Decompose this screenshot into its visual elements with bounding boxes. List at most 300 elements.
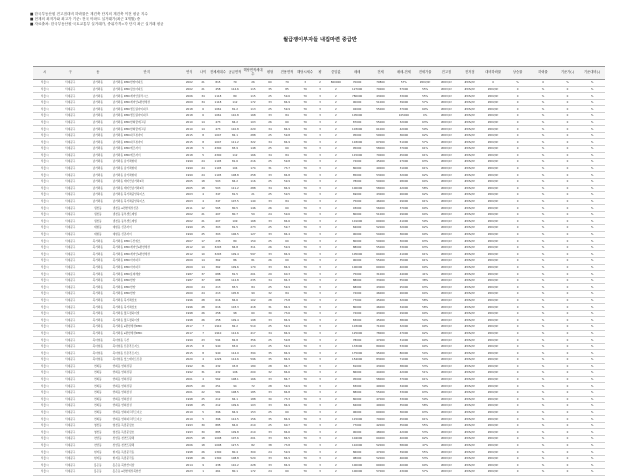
table-cell: 81.6 [226,159,243,166]
table-cell: 0 [505,231,531,238]
table-cell: % [579,152,605,159]
table-cell: #DIV/0! [458,323,481,330]
table-cell: 57% [416,99,435,106]
table-cell: 17 [197,238,210,245]
table-cell: 2 [326,106,345,113]
table-cell: 79 [297,99,314,106]
table-row [33,396,605,403]
table-cell: 서대문구 [56,455,84,462]
table-cell: 110.8 [226,126,243,133]
table-cell: 33 [263,429,278,436]
table-cell: 4 [197,356,210,363]
table-cell: 서울시 [33,198,56,205]
table-cell: 남가좌동 [84,119,112,126]
table-cell: 남가좌동 남가좌현대 [112,159,182,166]
table-cell: #DIV/0! [458,343,481,350]
table-cell: 1 [197,469,210,476]
table-cell: 25 [263,93,278,100]
table-cell: 서대문구 [56,422,84,429]
table-cell: 0 [505,284,531,291]
table-cell: 37000 [392,376,415,383]
table-cell: 0 [505,205,531,212]
table-cell: % [579,139,605,146]
table-cell: 79 [297,422,314,429]
table-cell: 연희동 연희파크푸르지오 [112,409,182,416]
table-cell: 180 [243,363,262,370]
table-cell: 서대문구 [56,185,84,192]
table-cell: 616 [209,304,226,311]
table-cell: 79 [297,291,314,298]
table-cell: 0 [505,211,531,218]
table-cell: 3 [314,317,327,324]
table-cell: 0 [556,363,579,370]
table-cell: 서대문구 [56,99,84,106]
table-cell: #DIV/0! [435,343,458,350]
table-row [33,238,605,245]
table-cell: #DIV/0! [458,277,481,284]
table-cell: 216 [243,159,262,166]
table-header-row [33,67,605,80]
table-cell: 84000 [345,225,368,232]
table-cell: 72000 [345,159,368,166]
table-cell: 82 [243,442,262,449]
table-cell: 63% [416,284,435,291]
table-cell: % [579,310,605,317]
table-cell: #DIV/0! [458,211,481,218]
table-cell: 18 [197,442,210,449]
table-cell: 258 [243,172,262,179]
column-header: 해당시세수 [297,67,314,80]
table-cell: 연희동 연희삼성 [112,403,182,410]
table-cell: % [579,264,605,271]
table-cell: 110.2 [226,462,243,469]
table-cell: 천연동 [84,442,112,449]
table-cell: 0 [556,350,579,357]
table-cell: 0 [556,436,579,443]
table-cell: 2 [326,343,345,350]
table-cell: 영천동 [84,422,112,429]
table-cell: #DIV/0! [481,323,504,330]
table-cell: 84.9 [277,356,296,363]
table-cell: 885 [209,422,226,429]
table-cell: 79 [297,198,314,205]
table-cell: 북가좌동 [84,291,112,298]
table-cell: 115000 [345,152,368,159]
table-cell: 0 [505,126,531,133]
table-cell: 북가좌동 [84,297,112,304]
table-cell: % [530,442,556,449]
table-cell: #DIV/0! [458,145,481,152]
table-cell: 0 [505,403,531,410]
table-cell: 0% [416,112,435,119]
table-cell: 1998 [182,317,197,324]
table-cell: 서대문구 [56,93,84,100]
table-cell: 79 [297,389,314,396]
table-cell: 84.7 [277,376,296,383]
table-cell: 84.8 [277,389,296,396]
table-cell: 83.5 [226,284,243,291]
table-cell: #DIV/0! [435,277,458,284]
table-cell: 80000 [345,165,368,172]
table-cell: 2 [326,469,345,476]
table-cell: 5 [197,152,210,159]
table-cell: % [579,469,605,476]
table-cell: 84.2 [226,178,243,185]
table-cell: 79800 [369,80,392,87]
table-cell: 56000 [369,205,392,212]
table-cell: 21 [197,218,210,225]
table-cell: 43000 [392,469,415,476]
table-cell: 2005 [182,436,197,443]
table-cell: 서울시 [33,323,56,330]
table-cell: 남가좌동 DMC한화꿈에그린 [112,119,182,126]
table-cell: 남가좌동 [84,80,112,87]
table-cell: 0 [556,86,579,93]
table-cell: 서대문구 [56,304,84,311]
table-cell: 0 [556,403,579,410]
table-cell: 55000 [369,119,392,126]
table-cell: 37000 [392,106,415,113]
table-row [33,403,605,410]
table-cell: 서울시 [33,99,56,106]
table-cell: 84.9 [277,317,296,324]
price-table [33,66,605,476]
table-cell: 0 [556,429,579,436]
table-cell: 1992 [182,363,197,370]
table-cell: 79 [297,258,314,265]
table-cell: 0 [556,469,579,476]
table-cell: 3 [314,244,327,251]
table-cell: 2 [326,271,345,278]
table-cell: 57% [416,469,435,476]
table-cell: 72000 [345,310,368,317]
table-cell: 서대문구 [56,297,84,304]
table-cell: 0 [505,389,531,396]
table-cell: 70000 [345,80,368,87]
table-cell: 2 [326,317,345,324]
table-cell: 남가좌동 [84,126,112,133]
table-cell: 688 [209,277,226,284]
table-cell: % [530,132,556,139]
table-cell: 2011 [182,205,197,212]
table-cell: 84.9 [277,330,296,337]
table-cell: 남가좌동 DMC파크뷰자이 [112,132,182,139]
table-cell: 2 [326,93,345,100]
table-cell: 322 [243,139,262,146]
table-cell: 79 [297,317,314,324]
table-cell: 31 [197,370,210,377]
table-cell: % [579,330,605,337]
table-cell: 북가좌동 [84,330,112,337]
table-cell: 0 [556,145,579,152]
table-cell: 362 [209,264,226,271]
table-row [33,462,605,469]
table-cell: % [530,231,556,238]
table-cell: 84000 [345,403,368,410]
table-cell: 2000 [182,291,197,298]
table-cell: 80.4 [226,449,243,456]
table-cell: 84.6 [226,422,243,429]
table-cell: 서울시 [33,396,56,403]
table-cell: #DIV/0! [481,139,504,146]
table-cell: 49000 [369,165,392,172]
table-cell: #DIV/0! [481,106,504,113]
table-cell: 1061 [209,112,226,119]
table-row [33,330,605,337]
table-cell: 33000 [369,277,392,284]
table-cell: 현저동 독립문극동 [112,455,182,462]
table-cell: 북가좌동 e편한세상DMC [112,330,182,337]
table-cell: 60% [416,205,435,212]
table-cell: 북가좌동 [84,317,112,324]
table-cell: 80.1 [226,469,243,476]
table-cell: 111.2 [226,139,243,146]
table-cell: #DIV/0! [458,363,481,370]
table-cell: % [530,291,556,298]
table-cell: 84.9 [277,462,296,469]
table-cell: % [579,350,605,357]
table-cell: 3 [314,119,327,126]
column-header: 전저점 [458,67,481,80]
table-cell: 84.9 [277,99,296,106]
table-cell: 30 [263,396,278,403]
table-cell: 2 [326,119,345,126]
table-cell: 111.2 [226,185,243,192]
table-cell: 112 [226,152,243,159]
table-cell: 79 [277,80,296,87]
table-cell: 1998 [182,310,197,317]
table-cell: 100000 [345,469,368,476]
table-cell: 0 [505,436,531,443]
table-cell: 43000 [369,284,392,291]
table-cell: 33 [263,317,278,324]
table-cell: #DIV/0! [458,205,481,212]
table-cell: 25 [197,225,210,232]
note-line: ■ 현재의 최저가와 최고가 기준: 전국 아파트 실거래가(최근 3개월) 중 [30,17,141,21]
table-cell: 북가좌동 e편한세상DMC [112,323,182,330]
table-cell: 81.2 [226,106,243,113]
table-cell: #DIV/0! [458,198,481,205]
table-cell: 북아현동 두산 [112,337,182,344]
table-cell: 1999 [182,165,197,172]
table-cell: #DIV/0! [481,350,504,357]
table-cell: 서울시 [33,376,56,383]
table-cell: #DIV/0! [435,422,458,429]
table-row [33,112,605,119]
table-cell: 연희동 [84,370,112,377]
table-cell: 45000 [392,416,415,423]
table-cell: 0 [556,277,579,284]
table-cell: #DIV/0! [435,198,458,205]
table-cell: 1998 [182,403,197,410]
table-cell: 냉천동 [84,211,112,218]
note-line: ■ 자료출처: 한국부동산원·국토교통부 실거래가, 중위가격=각 단지 최근 실거래 평균 [30,22,164,26]
table-cell: 천연동 천연뜨란채 [112,436,182,443]
table-cell: 89 [226,93,243,100]
table-cell: % [530,304,556,311]
table-cell: #DIV/0! [458,119,481,126]
table-cell: #DIV/0! [458,284,481,291]
table-cell: 남가좌동 [84,132,112,139]
table-cell: 북가좌동 [84,238,112,245]
table-cell: 59.6 [277,93,296,100]
table-cell: #DIV/0! [458,264,481,271]
table-cell: 81.5 [226,225,243,232]
table-cell: 396 [209,409,226,416]
table-cell: 북가좌동 북가좌삼호 [112,297,182,304]
table-cell: 125000 [345,330,368,337]
table-cell: 58000 [369,185,392,192]
table-cell: 510 [243,323,262,330]
table-cell: #DIV/0! [435,165,458,172]
table-cell: 84.2 [226,119,243,126]
table-cell: 33 [263,389,278,396]
table-cell: 서대문구 [56,323,84,330]
table-cell: 83.6 [226,343,243,350]
table-cell: 대현동 신촌자이 [112,231,182,238]
table-cell: % [579,80,605,87]
table-cell: 43000 [369,192,392,199]
table-cell: 서대문구 [56,277,84,284]
table-cell: #DIV/0! [481,145,504,152]
table-cell: 남가좌동 북가좌중앙하이츠 [112,198,182,205]
table-row [33,99,605,106]
table-cell: 서울시 [33,251,56,258]
table-cell: % [530,152,556,159]
table-cell: 79 [297,304,314,311]
table-cell: 432 [209,363,226,370]
table-cell: 83000 [369,356,392,363]
column-header: 상승률 [505,67,531,80]
table-cell: 냉천동 e편한세상신촌 [112,205,182,212]
table-cell: 0 [505,86,531,93]
table-cell: 86000 [345,449,368,456]
table-cell: 63% [416,409,435,416]
table-cell: % [530,139,556,146]
table-cell: 서울시 [33,317,56,324]
table-cell: 0 [556,462,579,469]
table-cell: #DIV/0! [435,99,458,106]
table-cell: 26 [263,119,278,126]
table-cell: 47000 [369,337,392,344]
table-cell: 95000 [345,376,368,383]
table-cell: 25 [263,145,278,152]
table-cell: 2002 [182,218,197,225]
table-cell: 59.6 [277,211,296,218]
table-cell: 2009 [182,264,197,271]
table-cell: 95000 [345,145,368,152]
table-cell: 35000 [392,258,415,265]
table-cell: % [530,376,556,383]
table-cell: #DIV/0! [481,462,504,469]
table-cell: 서대문구 [56,165,84,172]
table-cell: #DIV/0! [481,225,504,232]
table-cell: 32 [263,291,278,298]
table-cell: 55% [416,86,435,93]
table-cell: 북가좌동 DMC한양 [112,284,182,291]
table-cell: 대현동 [84,225,112,232]
table-cell: 남가좌동 북가좌중앙하이츠 [112,192,182,199]
table-cell: 46000 [369,198,392,205]
table-cell: 서대문구 [56,337,84,344]
table-cell: 3 [314,277,327,284]
table-cell: 34 [197,99,210,106]
table-cell: 3 [314,145,327,152]
table-cell: 3 [314,225,327,232]
table-cell: 396 [209,416,226,423]
table-cell: 34 [263,185,278,192]
table-cell: 109.4 [226,317,243,324]
table-cell: 31000 [392,165,415,172]
table-cell: 198 [243,317,262,324]
table-cell: 0 [505,119,531,126]
table-cell: 41000 [392,218,415,225]
table-cell: 38% [416,277,435,284]
table-cell: 2 [326,350,345,357]
table-cell: 서대문구 [56,442,84,449]
table-cell: 33000 [392,244,415,251]
table-cell: 서대문구 [56,271,84,278]
table-cell: % [579,112,605,119]
table-cell: 5 [197,409,210,416]
table-cell: % [530,99,556,106]
table-cell: 26 [263,205,278,212]
table-cell: 0 [556,178,579,185]
table-cell: 59.9 [277,449,296,456]
table-cell: #DIV/0! [458,271,481,278]
table-cell: #DIV/0! [435,80,458,87]
table-cell: 서울시 [33,93,56,100]
table-cell: 0 [556,126,579,133]
table-cell: 0 [505,455,531,462]
table-row [33,145,605,152]
table-cell: 서울시 [33,350,56,357]
table-cell: 3 [314,106,327,113]
table-cell: 33000 [392,93,415,100]
table-cell: 2 [326,225,345,232]
table-cell: 3 [314,310,327,317]
table-cell: % [530,264,556,271]
table-cell: 2 [326,403,345,410]
table-cell: 57000 [369,469,392,476]
table-cell: 0 [505,429,531,436]
table-cell: 현저동 [84,449,112,456]
table-cell: 0 [505,297,531,304]
table-cell: 79 [297,323,314,330]
table-cell: 47000 [369,449,392,456]
table-cell: 남가좌동 [84,145,112,152]
table-cell: % [530,403,556,410]
table-cell: 남가좌동 [84,198,112,205]
table-cell: % [530,469,556,476]
table-cell: 33 [263,231,278,238]
table-cell: 26 [197,317,210,324]
table-cell: 0 [505,145,531,152]
table-cell: 33 [263,172,278,179]
table-cell: 114.6 [226,356,243,363]
table-cell: 28 [263,297,278,304]
table-cell: 북아현동 [84,350,112,357]
table-cell: 서대문구 [56,86,84,93]
table-cell: 3 [314,356,327,363]
table-cell: 32000 [392,225,415,232]
table-cell: 520 [243,455,262,462]
table-cell: % [579,211,605,218]
table-cell: % [579,304,605,311]
table-body [33,80,605,476]
table-cell: 26 [197,310,210,317]
table-row [33,291,605,298]
